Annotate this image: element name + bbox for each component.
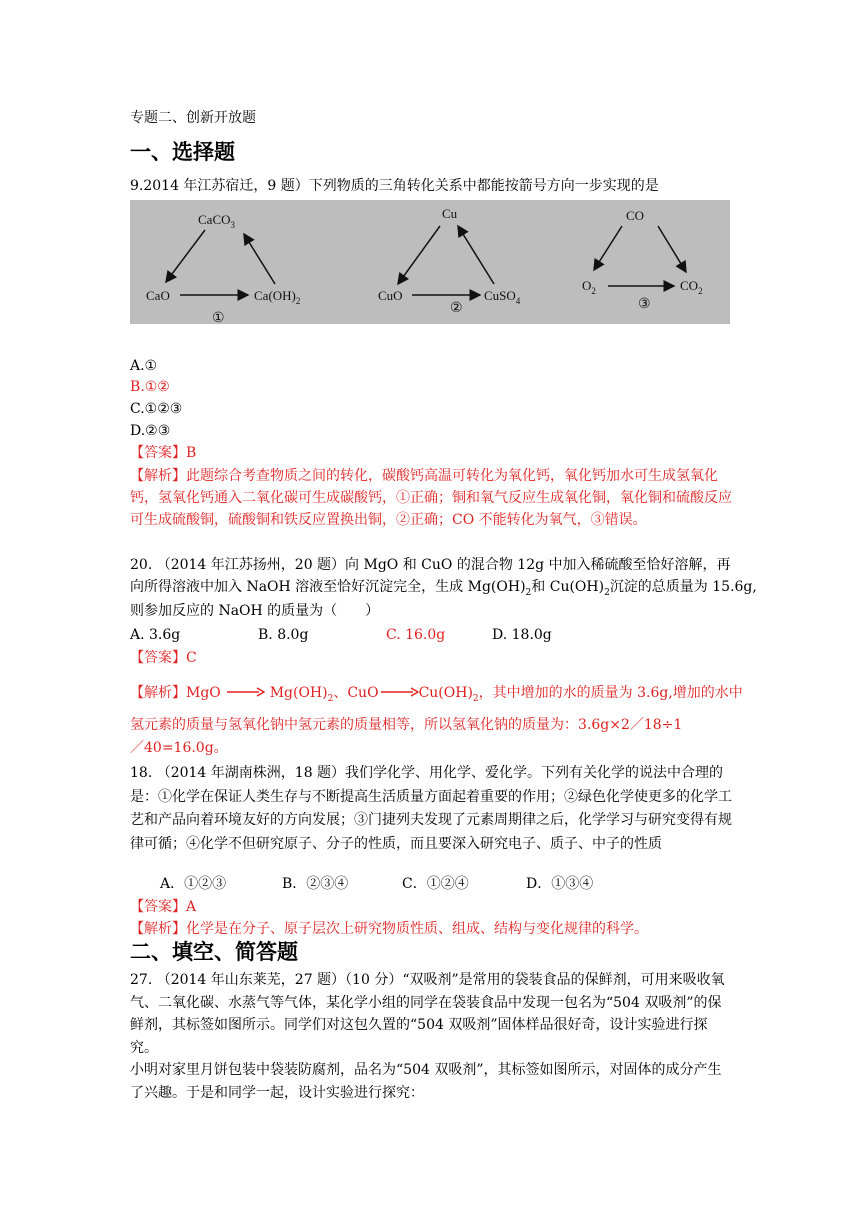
q27-para1: 27. （2014 年山东莱芜，27 题）（10 分）“双吸剂”是常用的袋装食品的保鲜剂，可用来吸收氧气、二氧化碳、水蒸气等气体，某化学小组的同学在袋装食品中发现一包名为“504 双吸剂”的保鲜剂，其标签如图所示。同学们对这包久置的“504 双吸剂”固体样品很好奇，设计实验进行探究。 [130,972,725,1056]
q9-option-b: B.①② [130,379,170,395]
d1-number: ① [212,311,225,324]
d2-arrow-right-top [458,226,494,284]
d3-top-label: CO [626,208,645,223]
reaction-arrow-icon [225,687,265,697]
d1-arrow-top-left [166,230,205,282]
triangle-conversion-figure [130,200,730,324]
d2-right-label: CuSO$_4$ [484,288,521,306]
q18-option-c: C．①②④ [402,876,469,892]
d1-left-label: CaO [146,288,170,303]
reaction-arrow-icon [379,687,419,697]
d3-left-label: $O_2$ [582,278,596,296]
diagram-2 [378,206,521,316]
q9-option-d: D.②③ [130,423,171,439]
q18-option-b: B．②③④ [282,876,349,892]
section-title-fill: 二、填空、简答题 [130,940,298,964]
q18-stem: 18. （2014 年湖南株洲，18 题）我们学化学、用化学、爱化学。下列有关化学的说法中合理的是：①化学在保证人类生存与不断提高生活质量方面起着重要的作用；②绿色化学使更多的化学工艺和产品向着环境友好的方向发展；③门捷列夫发现了元素周期律之后，化学学习与研究变得有规律可循；④化学不但研究原子、分子的性质，而且要深入研究电子、质子、中子的性质 [130,765,732,852]
d3-right-label: $CO_2$ [680,278,703,296]
q20-options [130,625,735,645]
topic-header: 专题二、创新开放题 [130,110,256,126]
q20-line1: 20. （2014 年江苏扬州，20 题）向 MgO 和 CuO 的混合物 12g 中加入稀硫酸至恰好溶解，再 [130,557,731,573]
q18-option-d: D．①③④ [526,876,594,892]
q20-analysis-line3: ／40=16.0g。 [130,740,228,756]
q18-option-a: A．①②③ [160,876,227,892]
d3-number: ③ [638,297,651,312]
q9-option-a: A.① [130,358,158,374]
d2-arrow-top-left [398,226,440,284]
d3-arrow-top-left [594,226,622,270]
d2-left-label: CuO [378,288,403,303]
q9-answer: 【答案】B [130,445,197,461]
q20-answer: 【答案】C [130,650,197,666]
section-title-choice: 一、选择题 [130,140,235,164]
q27-para2: 小明对家里月饼包装中袋装防腐剂，品名为“504 双吸剂”，其标签如图所示，对固体的成分产生了兴趣。于是和同学一起，设计实验进行探究： [130,1062,722,1101]
d1-top-label: CaCO$_3$ [198,212,235,230]
q20-line3: 则参加反应的 NaOH 的质量为（ ） [130,603,380,619]
d2-number: ② [450,301,463,316]
triangle-diagrams [130,200,730,324]
diagram-3 [582,208,703,312]
q9-option-c: C.①②③ [130,401,183,417]
q18-answer: 【答案】A [130,899,197,915]
q20-option-b: B. 8.0g [258,627,309,643]
d3-arrow-top-right [658,226,686,272]
d2-top-label: Cu [442,206,458,221]
q9-analysis: 【解析】此题综合考查物质之间的转化，碳酸钙高温可转化为氧化钙，氧化钙加水可生成氢氧化钙，氢氧化钙通入二氧化碳可生成碳酸钙，①正确；铜和氧气反应生成氧化铜，氧化铜和硫酸反应可生成硫酸铜，硫酸铜和铁反应置换出铜，②正确；CO 不能转化为氧气，③错误。 [130,468,732,528]
q20-line2: 向所得溶液中加入 NaOH 溶液至恰好沉淀完全，生成 $Mg(OH)_2$和 $Cu(OH)_2$沉淀的总质量为 15.6g, [130,579,757,598]
q18-options [160,874,593,894]
q20-option-d: D. 18.0g [492,627,552,643]
q20-analysis-line2: 氢元素的质量与氢氧化钠中氢元素的质量相等，所以氢氧化钠的质量为：3.6g×2／18÷1 [130,717,683,733]
q20-analysis-line1: 【解析】MgO $Mg(OH)_2$、CuO $Cu(OH)_2$，其中增加的水的质量为 3.6g,增加的水中 [130,685,743,704]
q20-option-c: C. 16.0g [386,627,446,643]
d1-arrow-right-top [244,234,275,284]
q9-stem: 9.2014 年江苏宿迁，9 题）下列物质的三角转化关系中都能按箭号方向一步实现的是 [130,178,659,194]
q20-option-a: A. 3.6g [130,627,181,643]
q18-analysis: 【解析】化学是在分子、原子层次上研究物质性质、组成、结构与变化规律的科学。 [130,921,648,937]
d1-right-label: $Ca(OH)_2$ [254,288,301,306]
diagram-1 [146,212,300,324]
